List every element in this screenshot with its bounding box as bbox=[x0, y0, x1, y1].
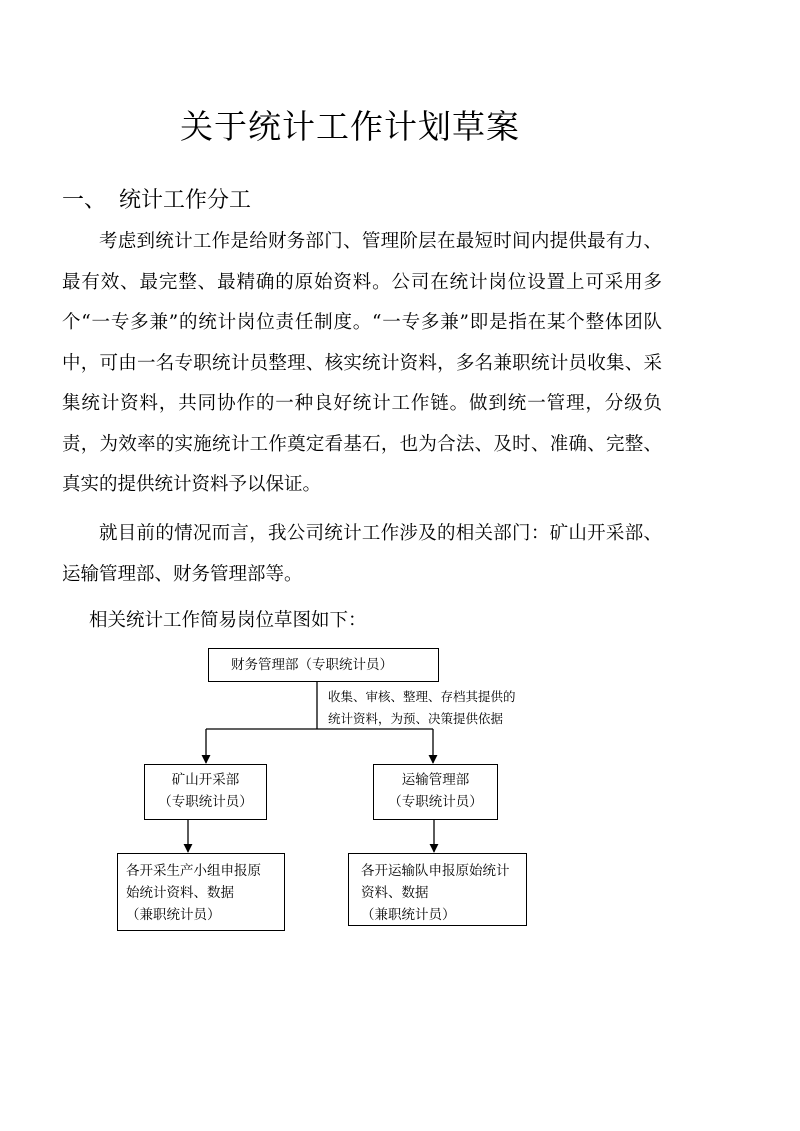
mining-teams-box bbox=[117, 853, 285, 931]
finance-dept-box bbox=[208, 648, 439, 682]
section-heading-text: 统计工作分工 bbox=[119, 188, 252, 213]
finance-note-line1: 收集、审核、整理、存档其提供的 bbox=[328, 689, 516, 704]
mining-dept-role: （专职统计员） bbox=[158, 794, 253, 810]
finance-dept-label: 财务管理部（专职统计员） bbox=[231, 657, 393, 673]
mining-teams-line1: 各开采生产小组申报原 bbox=[126, 863, 261, 879]
mining-teams-role: （兼职统计员） bbox=[126, 907, 221, 923]
mining-dept-box bbox=[144, 764, 267, 820]
finance-note-line2: 统计资料，为预、决策提供依据 bbox=[328, 711, 504, 726]
paragraph-chart-intro: 相关统计工作简易岗位草图如下： bbox=[89, 610, 367, 631]
transport-teams-box bbox=[348, 853, 527, 926]
transport-teams-role: （兼职统计员） bbox=[361, 907, 456, 923]
mining-teams-line2: 始统计资料、数据 bbox=[126, 885, 234, 901]
transport-dept-box bbox=[373, 764, 498, 820]
finance-note bbox=[328, 686, 516, 730]
transport-teams-line1: 各开运输队申报原始统计 bbox=[361, 863, 510, 879]
section-number: 一、 bbox=[62, 188, 107, 213]
mining-dept-name: 矿山开采部 bbox=[171, 772, 240, 788]
document-title: 关于统计工作计划草案 bbox=[180, 107, 520, 146]
paragraph-departments: 就目前的情况而言，我公司统计工作涉及的相关部门：矿山开采部、运输管理部、财务管理部等。 bbox=[62, 523, 662, 585]
paragraph-division-of-work: 考虑到统计工作是给财务部门、管理阶层在最短时间内提供最有力、最有效、最完整、最精确的原始资料。公司在统计岗位设置上可采用多个“一专多兼”的统计岗位责任制度。“一专多兼”即是指在某个整体团队中，可由一名专职统计员整理、核实统计资料，多名兼职统计员收集、采集统计资料，共同协作的一种良好统计工作链。做到统一管理，分级负责，为效率的实施统计工作奠定看基石，也为合法、及时、准确、完整、真实的提供统计资料予以保证。 bbox=[62, 231, 662, 495]
transport-dept-name: 运输管理部 bbox=[401, 772, 470, 788]
transport-dept-role: （专职统计员） bbox=[388, 794, 483, 810]
transport-teams-line2: 资料、数据 bbox=[361, 885, 429, 901]
